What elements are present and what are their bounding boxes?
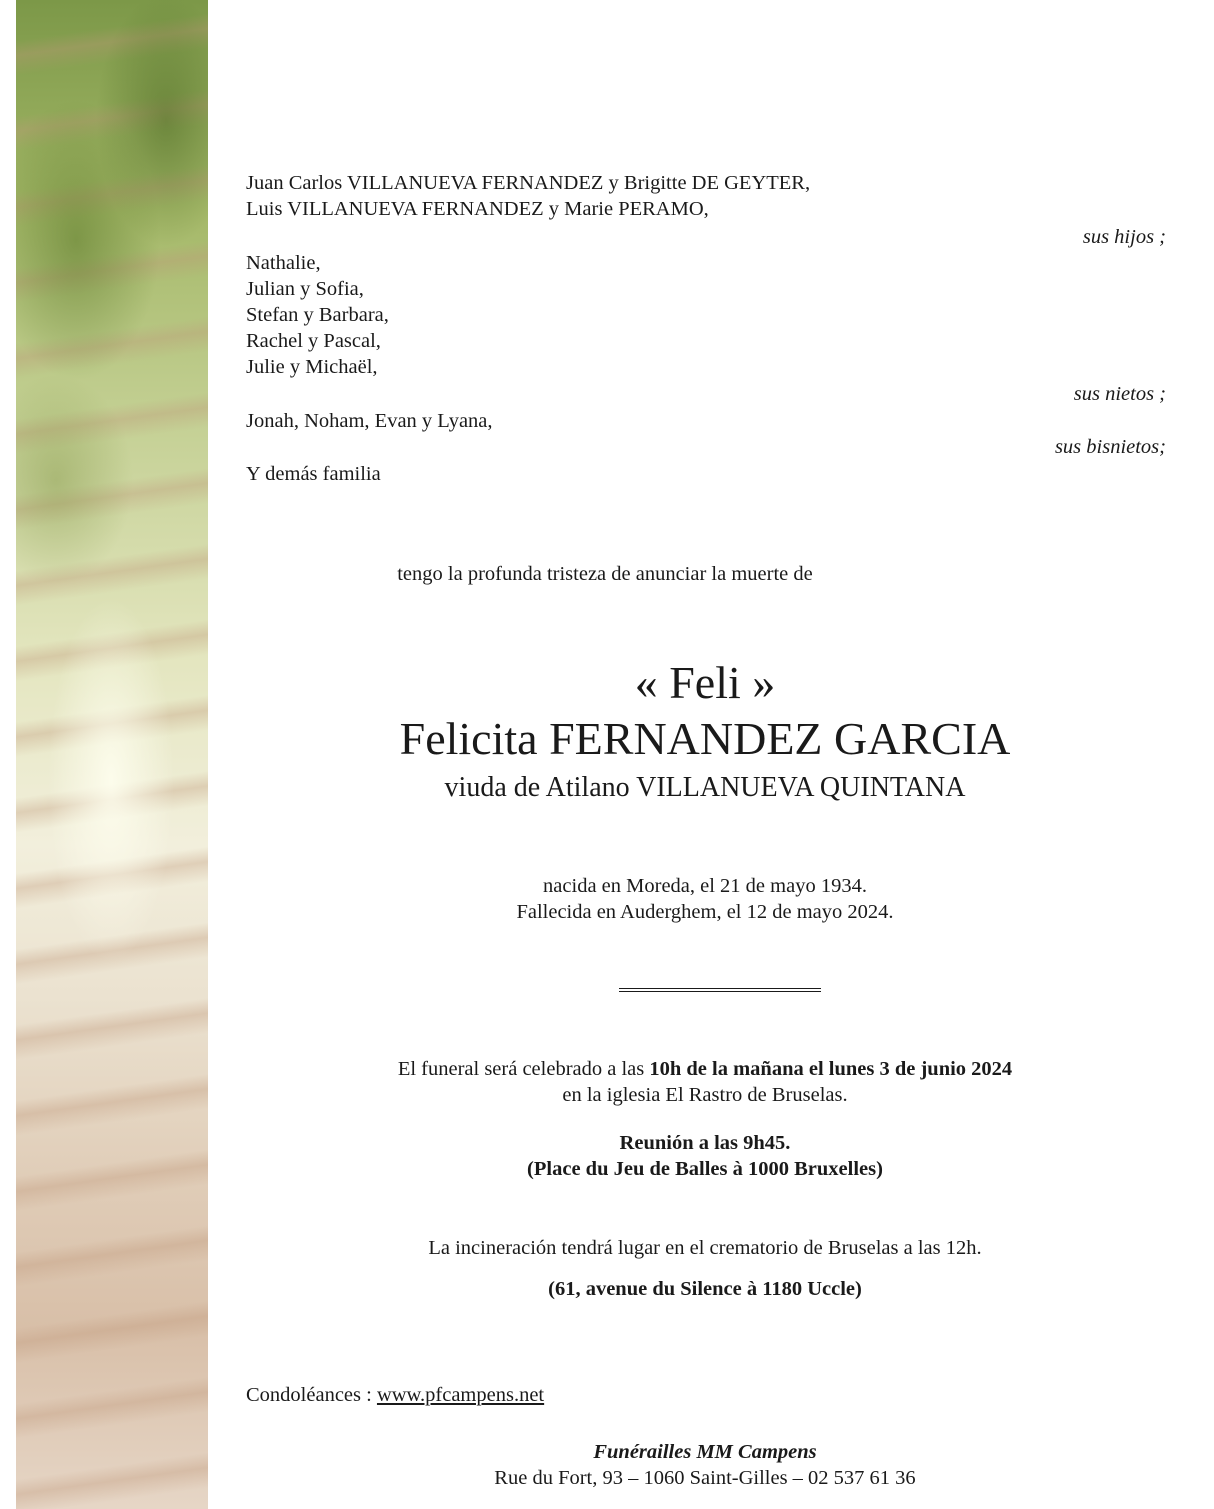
grandchild-line-4: Rachel y Pascal, (246, 330, 381, 352)
grandchild-line-1: Nathalie, (246, 252, 321, 274)
grandchild-line-3: Stefan y Barbara, (246, 304, 389, 326)
funeral-church: en la iglesia El Rastro de Bruselas. (562, 1084, 848, 1106)
announcement-text: tengo la profunda tristeza de anunciar la muerte de (397, 563, 813, 585)
condolences-link[interactable]: www.pfcampens.net (376, 1384, 545, 1406)
child-line-2: Luis VILLANUEVA FERNANDEZ y Marie PERAMO, (246, 198, 709, 220)
cremation-address: (61, avenue du Silence à 1180 Uccle) (548, 1278, 862, 1300)
funeral-line (215, 1056, 1195, 1082)
birth-line: nacida en Moreda, el 21 de mayo 1934. (543, 875, 867, 897)
cremation-text: La incineración tendrá lugar en el crematorio de Bruselas a las 12h. (428, 1237, 982, 1259)
funeral-home-name: Funérailles MM Campens (593, 1441, 817, 1463)
forest-path-image (16, 0, 208, 1509)
meeting-place: (Place du Jeu de Balles à 1000 Bruxelles) (527, 1158, 883, 1180)
meeting-time: Reunión a las 9h45. (619, 1132, 791, 1154)
funeral-home-address: Rue du Fort, 93 – 1060 Saint-Gilles – 02 537 61 36 (494, 1467, 916, 1489)
great-grandchildren-role: sus bisnietos; (1054, 436, 1166, 458)
divider-line (619, 988, 821, 989)
death-line: Fallecida en Auderghem, el 12 de mayo 2024. (516, 901, 894, 923)
other-family: Y demás familia (246, 463, 381, 485)
announcement (215, 561, 1195, 587)
condolences-line (246, 1382, 544, 1408)
condolences-label: Condoléances : (246, 1384, 377, 1406)
deceased-nickname: « Feli » (634, 657, 776, 708)
great-grandchildren-line: Jonah, Noham, Evan y Lyana, (246, 410, 493, 432)
children-role: sus hijos ; (1082, 226, 1166, 248)
grandchild-line-2: Julian y Sofia, (246, 278, 364, 300)
child-line-1: Juan Carlos VILLANUEVA FERNANDEZ y Brigitte DE GEYTER, (246, 172, 811, 194)
funeral-time-date: 10h de la mañana el lunes 3 de junio 2024 (649, 1058, 1013, 1080)
deceased-full-name: Felicita FERNANDEZ GARCIA (399, 713, 1011, 764)
funeral-intro: El funeral será celebrado a las (397, 1058, 650, 1080)
grandchildren-role: sus nietos ; (1073, 383, 1166, 405)
divider-line-lower (619, 991, 821, 992)
deceased-widow-of: viuda de Atilano VILLANUEVA QUINTANA (444, 772, 966, 803)
grandchild-line-5: Julie y Michaël, (246, 356, 378, 378)
